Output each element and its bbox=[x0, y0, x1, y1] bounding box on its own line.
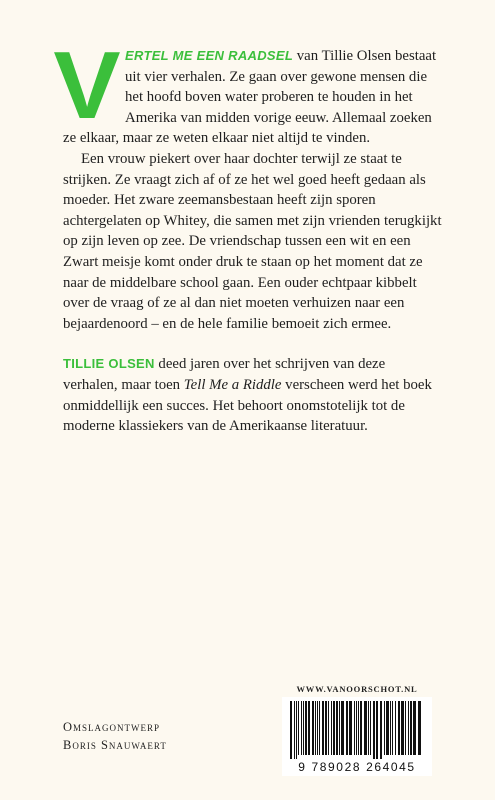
barcode-bar bbox=[325, 701, 327, 755]
barcode-bar bbox=[368, 701, 369, 755]
barcode-bar bbox=[358, 701, 359, 755]
barcode-bar bbox=[349, 701, 352, 755]
barcode-bar bbox=[333, 701, 335, 755]
barcode-bar bbox=[401, 701, 404, 755]
barcode-bar bbox=[360, 701, 362, 755]
barcode-bar bbox=[341, 701, 344, 755]
barcode-bar bbox=[328, 701, 329, 755]
barcode-bar bbox=[346, 701, 348, 755]
barcode-bar bbox=[296, 701, 297, 759]
barcode-bar bbox=[398, 701, 400, 755]
barcode-bar bbox=[317, 701, 318, 755]
barcode-bar bbox=[408, 701, 409, 755]
barcode-bar bbox=[373, 701, 375, 759]
barcode-bar bbox=[413, 701, 416, 755]
drop-cap: V bbox=[53, 32, 121, 139]
barcode-bar bbox=[370, 701, 371, 755]
barcode-box bbox=[282, 697, 432, 776]
isbn-digits: 9 789028 264045 bbox=[298, 760, 416, 774]
barcode-bar bbox=[405, 701, 406, 755]
author-text-before: deed jaren over het schrijven van deze verhalen, maar toen bbox=[63, 356, 386, 393]
title-lead-caps: ERTEL ME EEN RAADSEL bbox=[125, 48, 294, 63]
summary-paragraph: Een vrouw piekert over haar dochter terwijl ze staat te strijken. Ze vraagt zich af of ze het wel goed heeft gedaan als moeder. Het zware zeemansbestaan heeft zijn sporen achtergelaten op Whitey, die samen met zijn vrienden terugkijkt op zijn leven op zee. De vriendschap tussen een wit en een Zwart meisje komt onder druk te staan op het moment dat ze naar de middelbare school gaan. Een ouder echtpaar kibbelt over de vraag of ze al dan niet moeten verhuizen naar een bejaardenoord – en de hele familie bemoeit zich ermee. bbox=[63, 150, 442, 332]
barcode-bar bbox=[380, 701, 382, 759]
barcode-bar bbox=[319, 701, 320, 755]
barcode-bar bbox=[290, 701, 292, 759]
barcode-bar bbox=[364, 701, 367, 755]
barcode-bar bbox=[303, 701, 304, 755]
intro-text: van Tillie Olsen bestaat uit vier verhalen. Ze gaan over gewone mensen die het hoofd boven water proberen te houden in het Amerika van midden vorige eeuw. Allemaal zoeken ze elkaar, maar ze weten elkaar niet altijd te vinden. bbox=[63, 48, 437, 147]
cover-credits bbox=[63, 718, 167, 754]
barcode-bar bbox=[331, 701, 332, 755]
publisher-url: WWW.VANOORSCHOT.NL bbox=[296, 684, 418, 694]
barcode-bar bbox=[354, 701, 355, 755]
barcode-bar bbox=[386, 701, 389, 755]
barcode-bar bbox=[301, 701, 302, 755]
barcode-bar bbox=[322, 701, 324, 755]
author-paragraph bbox=[63, 354, 443, 436]
barcode-bar bbox=[418, 701, 421, 755]
barcode-bar bbox=[356, 701, 357, 755]
barcode-bar bbox=[392, 701, 393, 755]
barcode-bar bbox=[308, 701, 310, 755]
credits-line-2: Boris Snauwaert bbox=[63, 738, 167, 752]
back-cover-text bbox=[53, 32, 443, 437]
credits-line-1: Omslagontwerp bbox=[63, 720, 161, 734]
barcode-bar bbox=[305, 701, 307, 755]
barcode-area bbox=[282, 684, 432, 776]
barcode-bar bbox=[298, 701, 299, 755]
author-text-after: verscheen werd het boek onmiddellijk een succes. Het behoort onomstotelijk tot de moderne klassiekers van de Amerikaanse literatuur. bbox=[63, 376, 432, 435]
barcode-bar bbox=[312, 701, 314, 755]
barcode-bar bbox=[376, 701, 378, 759]
barcode-bar bbox=[384, 701, 385, 755]
book-title: Tell Me a Riddle bbox=[183, 376, 282, 393]
barcode-image bbox=[288, 701, 426, 759]
author-name: TILLIE OLSEN bbox=[63, 356, 155, 372]
barcode-bar bbox=[336, 701, 338, 755]
barcode-bar bbox=[390, 701, 391, 755]
barcode-bar bbox=[315, 701, 316, 755]
barcode-bar bbox=[339, 701, 340, 755]
barcode-bar bbox=[294, 701, 295, 759]
barcode-bar bbox=[410, 701, 412, 755]
barcode-bar bbox=[395, 701, 396, 755]
